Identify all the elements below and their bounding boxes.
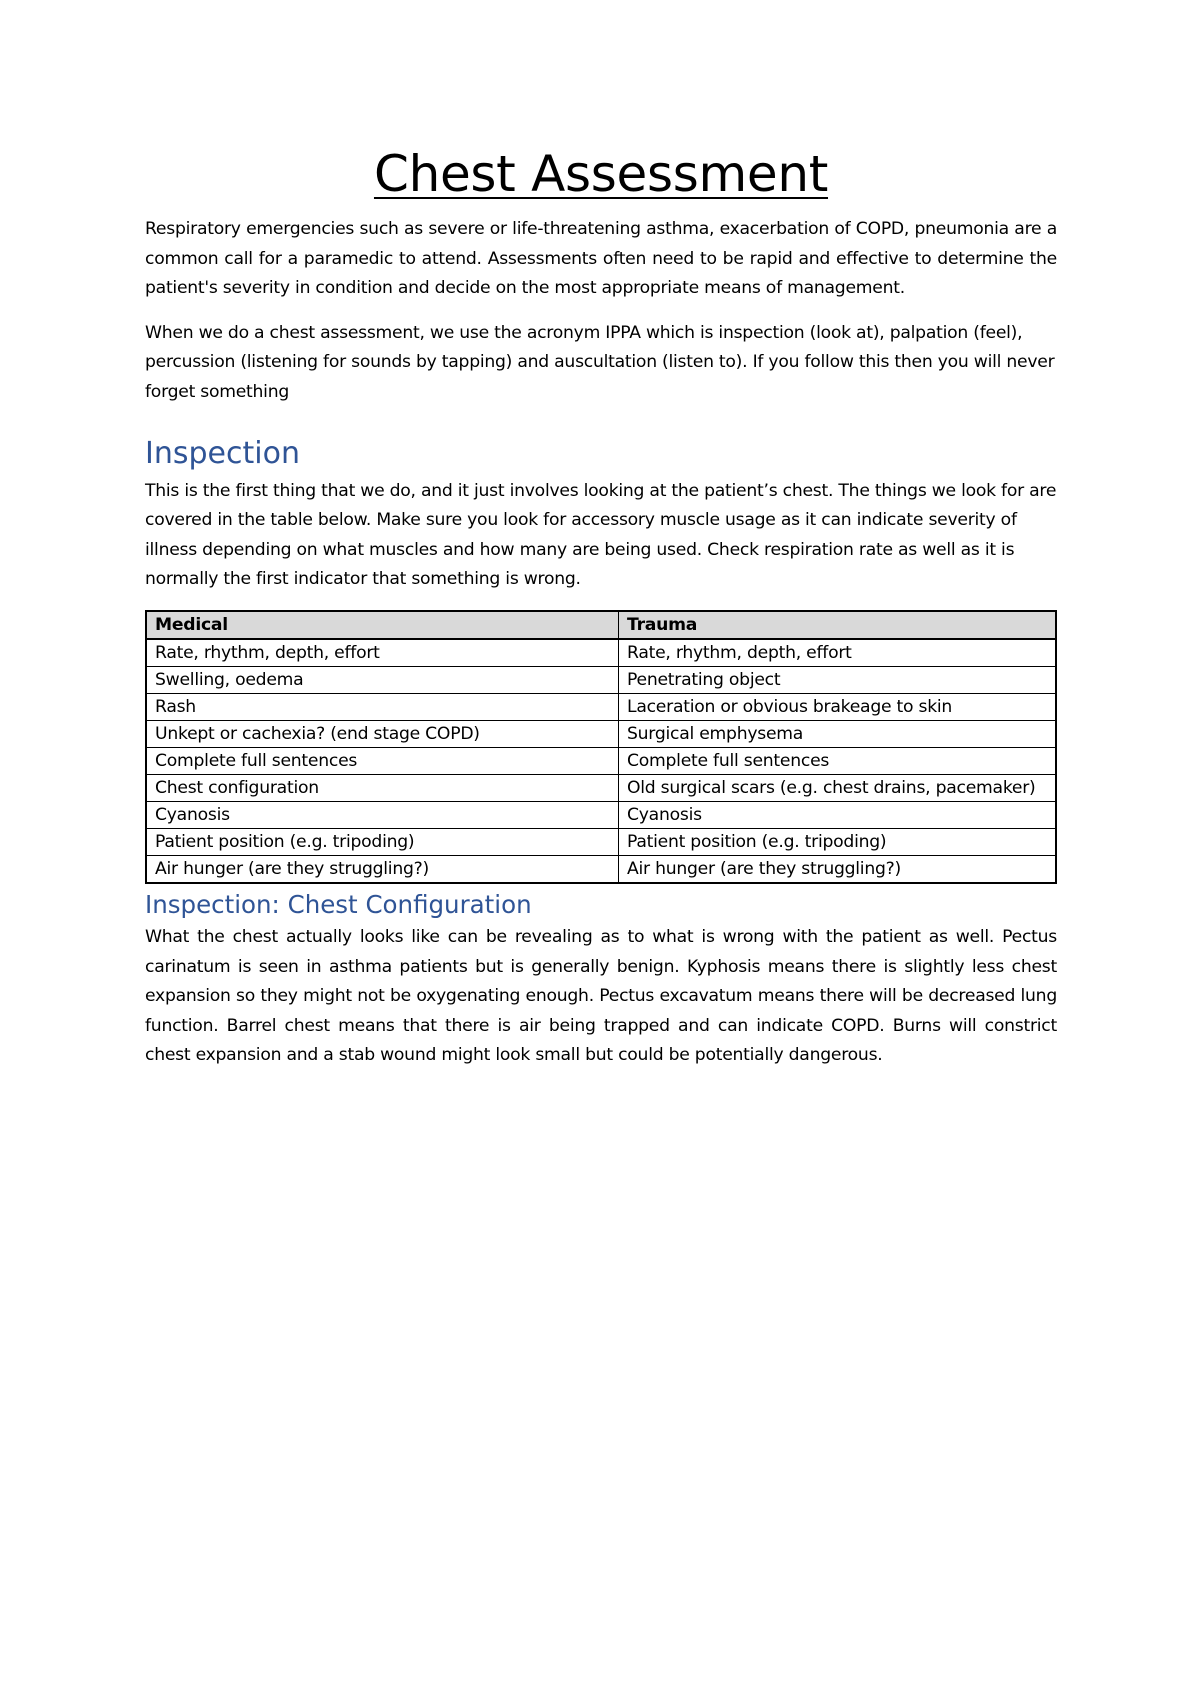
trauma-cell: Complete full sentences (619, 747, 1057, 774)
trauma-cell: Penetrating object (619, 666, 1057, 693)
header-medical: Medical (146, 611, 619, 639)
intro-paragraph-1: Respiratory emergencies such as severe or life-threatening asthma, exacerbation of COPD, pneumonia are a common call for a paramedic to attend. Assessments often need to be rapid and effective to determine the patient's severity in condition and decide on the most appropriate means of management. (145, 219, 1057, 299)
chest-configuration-paragraph: What the chest actually looks like can be revealing as to what is wrong with the patient as well. Pectus carinatum is seen in asthma patients but is generally benign. Kyphosis means there is slightly less chest expansion so they might not be oxygenating enough. Pectus excavatum means there will be decreased lung function. Barrel chest means that there is air being trapped and can indicate COPD. Burns will constrict chest expansion and a stab wound might look small but could be potentially dangerous. (145, 926, 1057, 1066)
inspection-table-wrapper (145, 610, 1057, 884)
table-row (146, 801, 1056, 828)
medical-cell: Air hunger (are they struggling?) (146, 855, 619, 883)
medical-cell: Cyanosis (146, 801, 619, 828)
trauma-cell: Surgical emphysema (619, 720, 1057, 747)
document-title: Chest Assessment (373, 145, 829, 203)
table-row (146, 774, 1056, 801)
table-row (146, 693, 1056, 720)
trauma-cell: Old surgical scars (e.g. chest drains, pacemaker) (619, 774, 1057, 801)
table-row (146, 828, 1056, 855)
inspection-heading: Inspection (145, 435, 300, 471)
medical-cell: Unkept or cachexia? (end stage COPD) (146, 720, 619, 747)
medical-cell: Chest configuration (146, 774, 619, 801)
table-row (146, 720, 1056, 747)
medical-cell: Swelling, oedema (146, 666, 619, 693)
header-trauma: Trauma (619, 611, 1057, 639)
trauma-cell: Cyanosis (619, 801, 1057, 828)
trauma-cell: Rate, rhythm, depth, effort (619, 639, 1057, 667)
document-body (145, 141, 1057, 1071)
table-row (146, 639, 1056, 667)
table-row (146, 747, 1056, 774)
intro-paragraph-2: When we do a chest assessment, we use the acronym IPPA which is inspection (look at), palpation (feel), percussion (listening for sounds by tapping) and auscultation (listen to). If you follow this then you will never forget something (145, 322, 1055, 402)
trauma-cell: Laceration or obvious brakeage to skin (619, 693, 1057, 720)
table-header-row (146, 611, 1056, 639)
chest-configuration-heading: Inspection: Chest Configuration (145, 889, 532, 919)
medical-cell: Patient position (e.g. tripoding) (146, 828, 619, 855)
medical-cell: Rate, rhythm, depth, effort (146, 639, 619, 667)
trauma-cell: Air hunger (are they struggling?) (619, 855, 1057, 883)
inspection-paragraph: This is the first thing that we do, and it just involves looking at the patient’s chest. The things we look for are covered in the table below. Make sure you look for accessory muscle usage as it can indicate severity of illness depending on what muscles and how many are being used. Check respiration rate as well as it is normally the first indicator that something is wrong. (145, 480, 1057, 590)
trauma-cell: Patient position (e.g. tripoding) (619, 828, 1057, 855)
inspection-table (145, 610, 1057, 884)
table-row (146, 666, 1056, 693)
table-row (146, 855, 1056, 883)
medical-cell: Complete full sentences (146, 747, 619, 774)
medical-cell: Rash (146, 693, 619, 720)
